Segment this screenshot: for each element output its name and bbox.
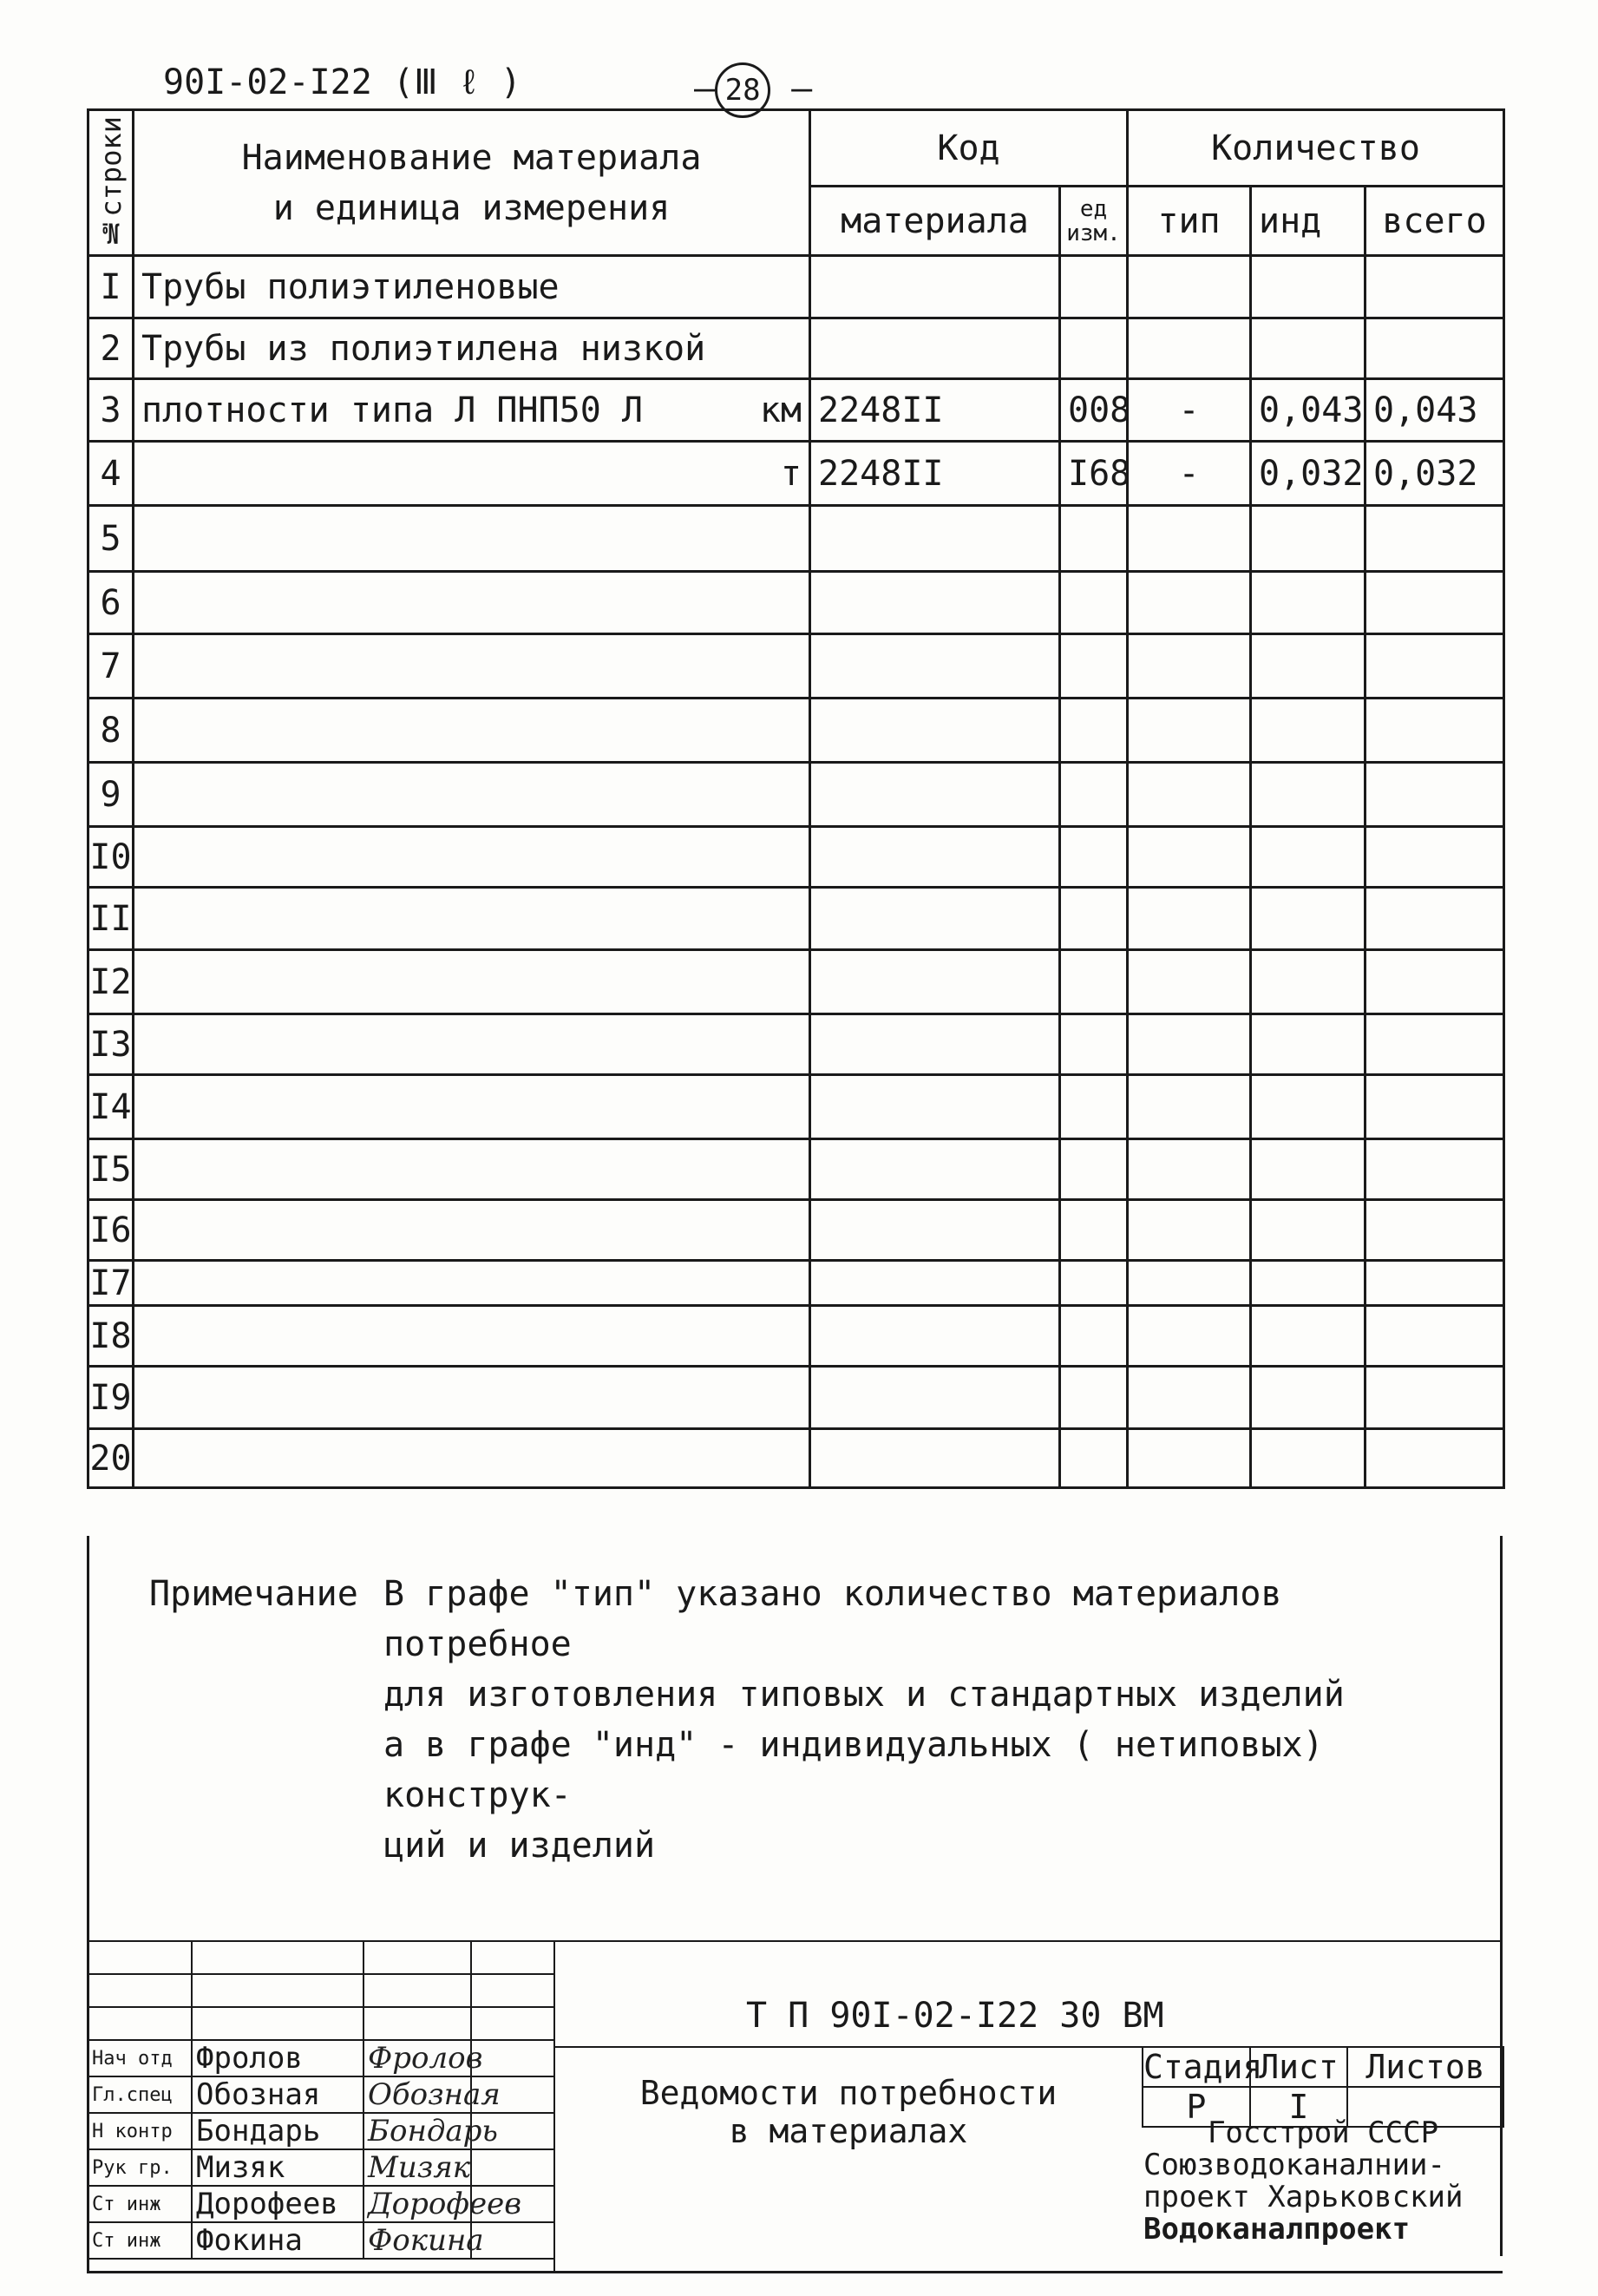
qty-type xyxy=(1128,1367,1251,1429)
table-row xyxy=(88,1014,1504,1075)
material-name xyxy=(134,1139,810,1200)
qty-type xyxy=(1128,634,1251,699)
stage-value: Р xyxy=(1143,2087,1250,2127)
row-number: 4 xyxy=(88,442,134,506)
qty-ind xyxy=(1251,1200,1366,1261)
unit-code xyxy=(1060,1075,1128,1139)
qty-type xyxy=(1128,888,1251,950)
org-line-3: проект Харьковский xyxy=(1143,2180,1464,2214)
material-code xyxy=(810,1075,1060,1139)
material-code: 2248II xyxy=(810,442,1060,506)
signer-role: Н контр xyxy=(88,2113,192,2149)
note-line-1: В графе "тип" указано количество материалов потребное xyxy=(383,1574,1282,1664)
qty-ind xyxy=(1251,1139,1366,1200)
material-name xyxy=(134,506,810,572)
table-row xyxy=(88,950,1504,1014)
unit-code: I68 xyxy=(1060,442,1128,506)
material-code xyxy=(810,1200,1060,1261)
material-name xyxy=(134,699,810,763)
unit-code xyxy=(1060,699,1128,763)
note-block xyxy=(149,1569,1468,1871)
qty-type xyxy=(1128,256,1251,318)
material-code xyxy=(810,1261,1060,1306)
unit-code xyxy=(1060,763,1128,827)
table-row xyxy=(88,442,1504,506)
row-number: I8 xyxy=(88,1306,134,1367)
row-number: I4 xyxy=(88,1075,134,1139)
qty-ind xyxy=(1251,950,1366,1014)
frame-bottom xyxy=(87,2271,1503,2273)
qty-total xyxy=(1366,1306,1504,1367)
material-code xyxy=(810,572,1060,634)
signer-name: Обозная xyxy=(192,2076,363,2113)
qty-total: 0,043 xyxy=(1366,379,1504,442)
qty-total: 0,032 xyxy=(1366,442,1504,506)
unit-code xyxy=(1060,256,1128,318)
signer-role: Рук гр. xyxy=(88,2149,192,2186)
table-row xyxy=(88,888,1504,950)
table-row xyxy=(88,318,1504,379)
doc-designation: Т П 90I-02-I22 30 ВМ xyxy=(746,1996,1164,2036)
row-number: II xyxy=(88,888,134,950)
row-number: 20 xyxy=(88,1429,134,1488)
qty-ind xyxy=(1251,699,1366,763)
signer-row xyxy=(88,2076,554,2113)
signer-signature: Бондарь xyxy=(363,2113,471,2149)
qty-total xyxy=(1366,1429,1504,1488)
qty-type xyxy=(1128,506,1251,572)
qty-ind xyxy=(1251,1306,1366,1367)
unit-code xyxy=(1060,888,1128,950)
unit-code: 008 xyxy=(1060,379,1128,442)
material-name xyxy=(134,572,810,634)
material-name xyxy=(134,318,810,379)
signer-signature: Фокина xyxy=(363,2222,471,2259)
qty-ind xyxy=(1251,1075,1366,1139)
material-code xyxy=(810,827,1060,888)
material-name xyxy=(134,256,810,318)
document-title-line1: Ведомости потребности xyxy=(639,2074,1058,2112)
material-code xyxy=(810,763,1060,827)
qty-total xyxy=(1366,950,1504,1014)
qty-ind xyxy=(1251,572,1366,634)
row-number: I5 xyxy=(88,1139,134,1200)
unit-code xyxy=(1060,1306,1128,1367)
header-quantity: Количество xyxy=(1128,110,1504,187)
table-row xyxy=(88,1075,1504,1139)
note-label: Примечание xyxy=(149,1574,358,1614)
table-row xyxy=(88,1306,1504,1367)
table-row xyxy=(88,1139,1504,1200)
note-line-4: ций и изделий xyxy=(383,1826,656,1866)
dash-right: – xyxy=(770,69,813,108)
material-name-text: Трубы полиэтиленовые xyxy=(141,266,560,307)
material-code xyxy=(810,1429,1060,1488)
qty-total xyxy=(1366,572,1504,634)
signer-row xyxy=(88,2186,554,2222)
signer-name: Мизяк xyxy=(192,2149,363,2186)
qty-type xyxy=(1128,699,1251,763)
table-row xyxy=(88,572,1504,634)
material-name xyxy=(134,442,810,506)
qty-type xyxy=(1128,827,1251,888)
unit-code xyxy=(1060,950,1128,1014)
signer-name: Бондарь xyxy=(192,2113,363,2149)
org-line-4: Водоканалпроект xyxy=(1143,2212,1411,2247)
qty-ind: 0,032 xyxy=(1251,442,1366,506)
row-number: 5 xyxy=(88,506,134,572)
material-name xyxy=(134,1306,810,1367)
org-line-1: Госстрой СССР xyxy=(1207,2116,1439,2150)
unit-of-measure: км xyxy=(759,390,802,430)
material-code xyxy=(810,1306,1060,1367)
qty-total xyxy=(1366,763,1504,827)
qty-ind xyxy=(1251,1261,1366,1306)
table-row xyxy=(88,1367,1504,1429)
qty-type xyxy=(1128,572,1251,634)
material-name xyxy=(134,634,810,699)
material-name xyxy=(134,763,810,827)
material-name xyxy=(134,1367,810,1429)
qty-ind xyxy=(1251,827,1366,888)
row-number: 7 xyxy=(88,634,134,699)
material-name-text: плотности типа Л ПНП50 Л xyxy=(141,390,643,430)
unit-code xyxy=(1060,506,1128,572)
header-code-material: материала xyxy=(810,187,1060,256)
stage-label: Стадия xyxy=(1143,2048,1263,2086)
qty-total xyxy=(1366,1261,1504,1306)
material-code: 2248II xyxy=(810,379,1060,442)
row-number: 8 xyxy=(88,699,134,763)
material-name xyxy=(134,379,810,442)
table-row xyxy=(88,1200,1504,1261)
qty-ind xyxy=(1251,318,1366,379)
material-code xyxy=(810,634,1060,699)
header-code: Код xyxy=(810,110,1128,187)
material-code xyxy=(810,1367,1060,1429)
unit-code xyxy=(1060,1261,1128,1306)
qty-total xyxy=(1366,256,1504,318)
header-code-unit: ед изм. xyxy=(1060,187,1128,256)
qty-ind: 0,043 xyxy=(1251,379,1366,442)
signer-role: Гл.спец xyxy=(88,2076,192,2113)
qty-total xyxy=(1366,1075,1504,1139)
signer-signature: Дорофеев xyxy=(363,2186,471,2222)
signer-signature: Обозная xyxy=(363,2076,471,2113)
row-number: I0 xyxy=(88,827,134,888)
material-name-text: Трубы из полиэтилена низкой xyxy=(141,328,706,369)
signatures-block xyxy=(87,1940,555,2260)
row-number: I xyxy=(88,256,134,318)
material-name xyxy=(134,1075,810,1139)
table-row xyxy=(88,379,1504,442)
document-code: 90I-02-I22 (Ⅲ ℓ ) xyxy=(163,62,521,102)
signer-row xyxy=(88,2113,554,2149)
qty-type xyxy=(1128,1306,1251,1367)
signer-name: Фокина xyxy=(192,2222,363,2259)
row-number: 2 xyxy=(88,318,134,379)
table-row xyxy=(88,699,1504,763)
signer-date xyxy=(471,2149,554,2186)
header-name-line1: Наименование материала xyxy=(241,137,702,178)
org-line-2: Союзводоканалнии- xyxy=(1143,2148,1445,2182)
qty-total xyxy=(1366,634,1504,699)
material-code xyxy=(810,699,1060,763)
unit-code xyxy=(1060,1014,1128,1075)
note-line-3: а в графе "инд" - индивидуальных ( нетиповых) конструк- xyxy=(383,1725,1324,1815)
material-name xyxy=(134,1261,810,1306)
signer-row xyxy=(88,2149,554,2186)
header-qty-total: всего xyxy=(1366,187,1504,256)
material-name xyxy=(134,1200,810,1261)
qty-type xyxy=(1128,950,1251,1014)
qty-ind xyxy=(1251,1367,1366,1429)
row-number: 9 xyxy=(88,763,134,827)
signer-date xyxy=(471,2040,554,2076)
sheet-value: I xyxy=(1250,2087,1347,2127)
row-number: I7 xyxy=(88,1261,134,1306)
sheet-label: Лист xyxy=(1250,2047,1347,2087)
header-name-line2: и единица измерения xyxy=(272,187,671,228)
materials-table xyxy=(87,108,1505,1489)
material-name xyxy=(134,1429,810,1488)
material-name xyxy=(134,950,810,1014)
row-number: 6 xyxy=(88,572,134,634)
signer-signature: Фролов xyxy=(363,2040,471,2076)
unit-code xyxy=(1060,1139,1128,1200)
header-name xyxy=(134,110,810,256)
header-rownum: №строки xyxy=(88,110,134,256)
table-row xyxy=(88,256,1504,318)
qty-ind xyxy=(1251,634,1366,699)
material-name xyxy=(134,888,810,950)
unit-code xyxy=(1060,1367,1128,1429)
qty-type: - xyxy=(1128,442,1251,506)
qty-type xyxy=(1128,318,1251,379)
material-code xyxy=(810,318,1060,379)
qty-type xyxy=(1128,1139,1251,1200)
table-row xyxy=(88,1429,1504,1488)
table-row xyxy=(88,763,1504,827)
organization-block xyxy=(1143,2117,1503,2246)
signer-signature: Мизяк xyxy=(363,2149,471,2186)
signers-list xyxy=(88,2040,554,2259)
signer-role: Ст инж xyxy=(88,2222,192,2259)
qty-type xyxy=(1128,1014,1251,1075)
qty-ind xyxy=(1251,1429,1366,1488)
stamp-divider xyxy=(553,1940,555,2271)
row-number: I3 xyxy=(88,1014,134,1075)
header-qty-ind: инд xyxy=(1251,187,1366,256)
document-title-line2: в материалах xyxy=(729,2112,968,2150)
unit-code xyxy=(1060,827,1128,888)
material-code xyxy=(810,950,1060,1014)
document-title xyxy=(632,2074,1065,2150)
table-row xyxy=(88,506,1504,572)
unit-code xyxy=(1060,1200,1128,1261)
material-code xyxy=(810,506,1060,572)
signer-name: Дорофеев xyxy=(192,2186,363,2222)
signer-role: Ст инж xyxy=(88,2186,192,2222)
material-code xyxy=(810,1139,1060,1200)
sheets-label: Листов xyxy=(1347,2047,1503,2087)
row-number: I6 xyxy=(88,1200,134,1261)
qty-total xyxy=(1366,888,1504,950)
qty-type xyxy=(1128,1200,1251,1261)
table-row xyxy=(88,827,1504,888)
qty-total xyxy=(1366,1367,1504,1429)
material-code xyxy=(810,888,1060,950)
note-line-2: для изготовления типовых и стандартных изделий xyxy=(383,1675,1345,1715)
material-name xyxy=(134,1014,810,1075)
unit-code xyxy=(1060,318,1128,379)
table-row xyxy=(88,634,1504,699)
page-number: 28 xyxy=(715,62,770,118)
row-number: I9 xyxy=(88,1367,134,1429)
table-body xyxy=(88,256,1504,1488)
material-code xyxy=(810,1014,1060,1075)
unit-of-measure: т xyxy=(780,453,802,494)
qty-type xyxy=(1128,1261,1251,1306)
row-number: I2 xyxy=(88,950,134,1014)
unit-code xyxy=(1060,634,1128,699)
signer-row xyxy=(88,2222,554,2259)
qty-ind xyxy=(1251,256,1366,318)
unit-code xyxy=(1060,572,1128,634)
qty-total xyxy=(1366,506,1504,572)
signer-role: Нач отд xyxy=(88,2040,192,2076)
qty-type: - xyxy=(1128,379,1251,442)
qty-total xyxy=(1366,699,1504,763)
qty-total xyxy=(1366,827,1504,888)
qty-ind xyxy=(1251,763,1366,827)
qty-type xyxy=(1128,1075,1251,1139)
qty-total xyxy=(1366,1200,1504,1261)
material-code xyxy=(810,256,1060,318)
qty-total xyxy=(1366,1014,1504,1075)
material-name xyxy=(134,827,810,888)
qty-ind xyxy=(1251,888,1366,950)
signer-row xyxy=(88,2040,554,2076)
dash-left: – xyxy=(694,69,716,108)
row-number: 3 xyxy=(88,379,134,442)
qty-type xyxy=(1128,763,1251,827)
qty-total xyxy=(1366,1139,1504,1200)
qty-ind xyxy=(1251,1014,1366,1075)
header-qty-type: тип xyxy=(1128,187,1251,256)
table-row xyxy=(88,1261,1504,1306)
qty-ind xyxy=(1251,506,1366,572)
unit-code xyxy=(1060,1429,1128,1488)
qty-type xyxy=(1128,1429,1251,1488)
signer-name: Фролов xyxy=(192,2040,363,2076)
qty-total xyxy=(1366,318,1504,379)
